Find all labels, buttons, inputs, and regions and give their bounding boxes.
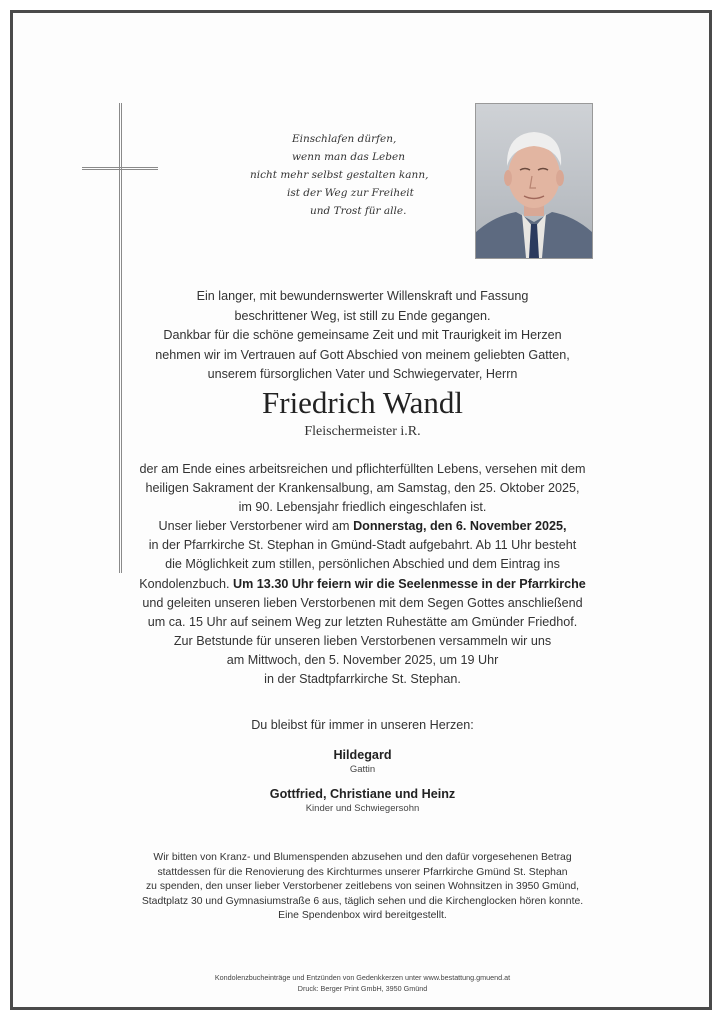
paragraph-line: und geleiten unseren lieben Verstorbenen mit dem Segen Gottes anschließend bbox=[142, 595, 583, 610]
paragraph-prayer bbox=[120, 632, 605, 690]
donation-line: stattdessen für die Renovierung des Kirchturmes unserer Pfarrkirche Gmünd St. Stephan bbox=[157, 866, 568, 878]
paragraph-line: um ca. 15 Uhr auf seinem Weg zur letzten Ruhestätte am Gmünder Friedhof. bbox=[147, 615, 578, 630]
paragraph-line: der am Ende eines arbeitsreichen und pflichterfüllten Lebens, versehen mit dem bbox=[139, 462, 586, 476]
donation-line: Eine Spendenbox wird bereitgestellt. bbox=[278, 910, 447, 921]
paragraph-line: am Mittwoch, den 5. November 2025, um 19 Uhr bbox=[226, 653, 499, 668]
poem bbox=[250, 130, 430, 220]
donation-note bbox=[120, 851, 605, 924]
deceased-name: Friedrich Wandl bbox=[262, 385, 463, 420]
poem-line: nicht mehr selbst gestalten kann, bbox=[250, 169, 429, 181]
mourner-relation: Kinder und Schwiegersohn bbox=[305, 803, 420, 814]
poem-line: Einschlafen dürfen, bbox=[292, 133, 397, 145]
intro-line: unserem fürsorglichen Vater und Schwiegervater, Herrn bbox=[207, 367, 518, 381]
portrait-photo bbox=[475, 103, 593, 259]
paragraph-death bbox=[120, 460, 605, 518]
footer-condolence: Kondolenzbucheinträge und Entzünden von Gedenkkerzen unter www.bestattung.gmuend.at bbox=[214, 973, 511, 982]
paragraph-line: heiligen Sakrament der Krankensalbung, am Samstag, den 25. Oktober 2025, bbox=[145, 481, 580, 496]
paragraph-line: die Möglichkeit zum stillen, persönlichen Abschied und dem Eintrag ins bbox=[165, 557, 560, 572]
donation-line: Stadtplatz 30 und Gymnasiumstraße 6 aus, täglich sehen und die Kirchenglocken hören konnte. bbox=[141, 895, 584, 907]
paragraph-line: in der Pfarrkirche St. Stephan in Gmünd-Stadt aufgebahrt. Ab 11 Uhr besteht bbox=[148, 538, 577, 553]
text-run-bold: Donnerstag, den 6. November 2025, bbox=[353, 519, 567, 533]
poem-line: wenn man das Leben bbox=[292, 151, 405, 163]
poem-line: ist der Weg zur Freiheit bbox=[287, 187, 414, 199]
cross-icon-bar bbox=[82, 167, 158, 170]
text-run-bold: Um 13.30 Uhr feiern wir die Seelenmesse in der Pfarrkirche bbox=[233, 576, 586, 591]
donation-line: Wir bitten von Kranz- und Blumenspenden abzusehen und den dafür vorgesehenen Betrag bbox=[153, 852, 572, 863]
deceased-title: Fleischermeister i.R. bbox=[304, 424, 421, 439]
paragraph-line: in der Stadtpfarrkirche St. Stephan. bbox=[264, 672, 461, 687]
donation-line: zu spenden, den unser lieber Verstorbener zeitlebens von seinen Wohnsitzen in 3950 Gmünd, bbox=[145, 881, 580, 892]
paragraph-line bbox=[120, 575, 605, 594]
mourners-heading: Du bleibst für immer in unseren Herzen: bbox=[251, 718, 474, 732]
mourner-name: Gottfried, Christiane und Heinz bbox=[269, 787, 456, 801]
mourner-relation: Gattin bbox=[349, 764, 376, 775]
text-run: Unser lieber Verstorbener wird am bbox=[158, 519, 354, 533]
intro-line: nehmen wir im Vertrauen auf Gott Abschied von meinem geliebten Gatten, bbox=[155, 347, 570, 362]
intro-line: beschrittener Weg, ist still zu Ende gegangen. bbox=[234, 308, 491, 323]
paragraph-line bbox=[120, 517, 605, 536]
text-run: Kondolenzbuch. bbox=[139, 576, 234, 591]
paragraph-line: Zur Betstunde für unseren lieben Verstorbenen versammeln wir uns bbox=[173, 634, 552, 648]
intro-line: Ein langer, mit bewundernswerter Willenskraft und Fassung bbox=[196, 289, 529, 303]
paragraph-line: im 90. Lebensjahr friedlich eingeschlafen ist. bbox=[238, 500, 487, 515]
paragraph-funeral bbox=[120, 517, 605, 632]
footer-printer: Druck: Berger Print GmbH, 3950 Gmünd bbox=[297, 984, 428, 993]
poem-line: und Trost für alle. bbox=[310, 205, 407, 217]
intro-text bbox=[120, 287, 605, 385]
intro-line: Dankbar für die schöne gemeinsame Zeit und mit Traurigkeit im Herzen bbox=[163, 328, 562, 342]
mourner-name: Hildegard bbox=[333, 748, 392, 762]
